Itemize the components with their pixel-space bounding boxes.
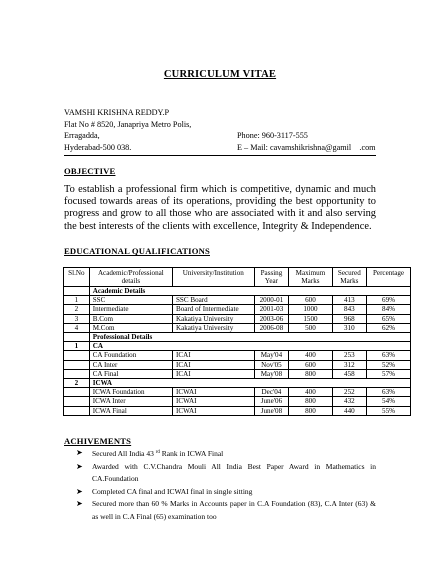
email-label: E – Mail: [237, 142, 268, 152]
table-row: 1 SSC SSC Board 2000-01 600 413 69% [64, 296, 411, 305]
professional-section-row [64, 333, 411, 342]
academic-section-row [64, 287, 411, 296]
email-user[interactable]: cavamshikrishna@gamil [269, 142, 352, 152]
list-item: ➤ Secured more than 60 % Marks in Accounts paper in C.A Foundation (83), C.A Inter (63) & as well in C.A Final (65) examination too [76, 499, 376, 521]
header-max: Maximum Marks [289, 268, 332, 287]
page-title: CURRICULUM VITAE [163, 69, 277, 80]
table-row: 3 B.Com Kakatiya University 2003-06 1500 968 65% [64, 314, 411, 323]
table-header-row [64, 268, 411, 287]
education-table [63, 267, 411, 416]
table-row: CA Final ICAI May'08 800 458 57% [64, 369, 411, 378]
achievements-heading: ACHIVEMENTS [64, 436, 132, 446]
objective-text: To establish a professional firm which is competitive, dynamic and much focused towards areas of its operations, providing the best opportunity to progress and grow to all those who are associated with it and also serving the best interests of the clients with excellence, Integrity & Independence. [64, 184, 376, 232]
contact-right [237, 130, 376, 153]
email-domain[interactable]: .com [359, 142, 376, 152]
table-row: 4 M.Com Kakatiya University 2006-08 500 310 62% [64, 323, 411, 332]
table-row: 2 Intermediate Board of Intermediate 2001-03 1000 843 84% [64, 305, 411, 314]
header-percentage: Percentage [367, 268, 411, 287]
table-row: ICWA Final ICWAI June'08 800 440 55% [64, 406, 411, 415]
header-secured: Secured Marks [332, 268, 366, 287]
header-university: University/Institution [172, 268, 254, 287]
email-line [237, 142, 376, 154]
table-row: CA Inter ICAI Nov'05 600 312 52% [64, 360, 411, 369]
ca-group-row: 1 CA [64, 342, 411, 351]
candidate-name: VAMSHI KRISHNA REDDY.P [64, 108, 170, 117]
arrow-bullet-icon: ➤ [76, 499, 83, 509]
objective-heading: OBJECTIVE [64, 166, 116, 176]
list-item: ➤ Awarded with C.V.Chandra Mouli All India Best Paper Award in Mathematics in CA.Foundation [76, 461, 376, 484]
phone-number: Phone: 960-3117-555 [237, 131, 308, 140]
arrow-bullet-icon: ➤ [76, 461, 83, 471]
contact-left [64, 107, 191, 153]
education-heading: EDUCATIONAL QUALIFICATIONS [64, 246, 210, 256]
arrow-bullet-icon: ➤ [76, 486, 83, 496]
professional-label: Professional Details [89, 333, 410, 342]
arrow-bullet-icon: ➤ [76, 448, 83, 457]
address-line-2: Erragadda, [64, 131, 100, 140]
list-item: ➤ Secured All India 43 $^{rd}$ Rank in ICWA Final [76, 448, 224, 458]
header-year: Passing Year [254, 268, 289, 287]
header-sl: Sl.No [64, 268, 90, 287]
achievements-list [76, 447, 376, 524]
table-row: ICWA Foundation ICWAI Dec'04 400 252 63% [64, 388, 411, 397]
icwa-group-row: 2 ICWA [64, 379, 411, 388]
header-details: Academic/Professional details [89, 268, 172, 287]
address-line-1: Flat No # 8520, Janapriya Metro Polis, [64, 119, 192, 129]
contact-divider [64, 155, 376, 156]
academic-label: Academic Details [89, 287, 410, 296]
address-line-3: Hyderabad-500 038. [64, 142, 132, 152]
table-row: ICWA Inter ICWAI June'06 800 432 54% [64, 397, 411, 406]
table-row: CA Foundation ICAI May'04 400 253 63% [64, 351, 411, 360]
list-item: ➤ Completed CA final and ICWAI final in single sitting [76, 486, 376, 499]
